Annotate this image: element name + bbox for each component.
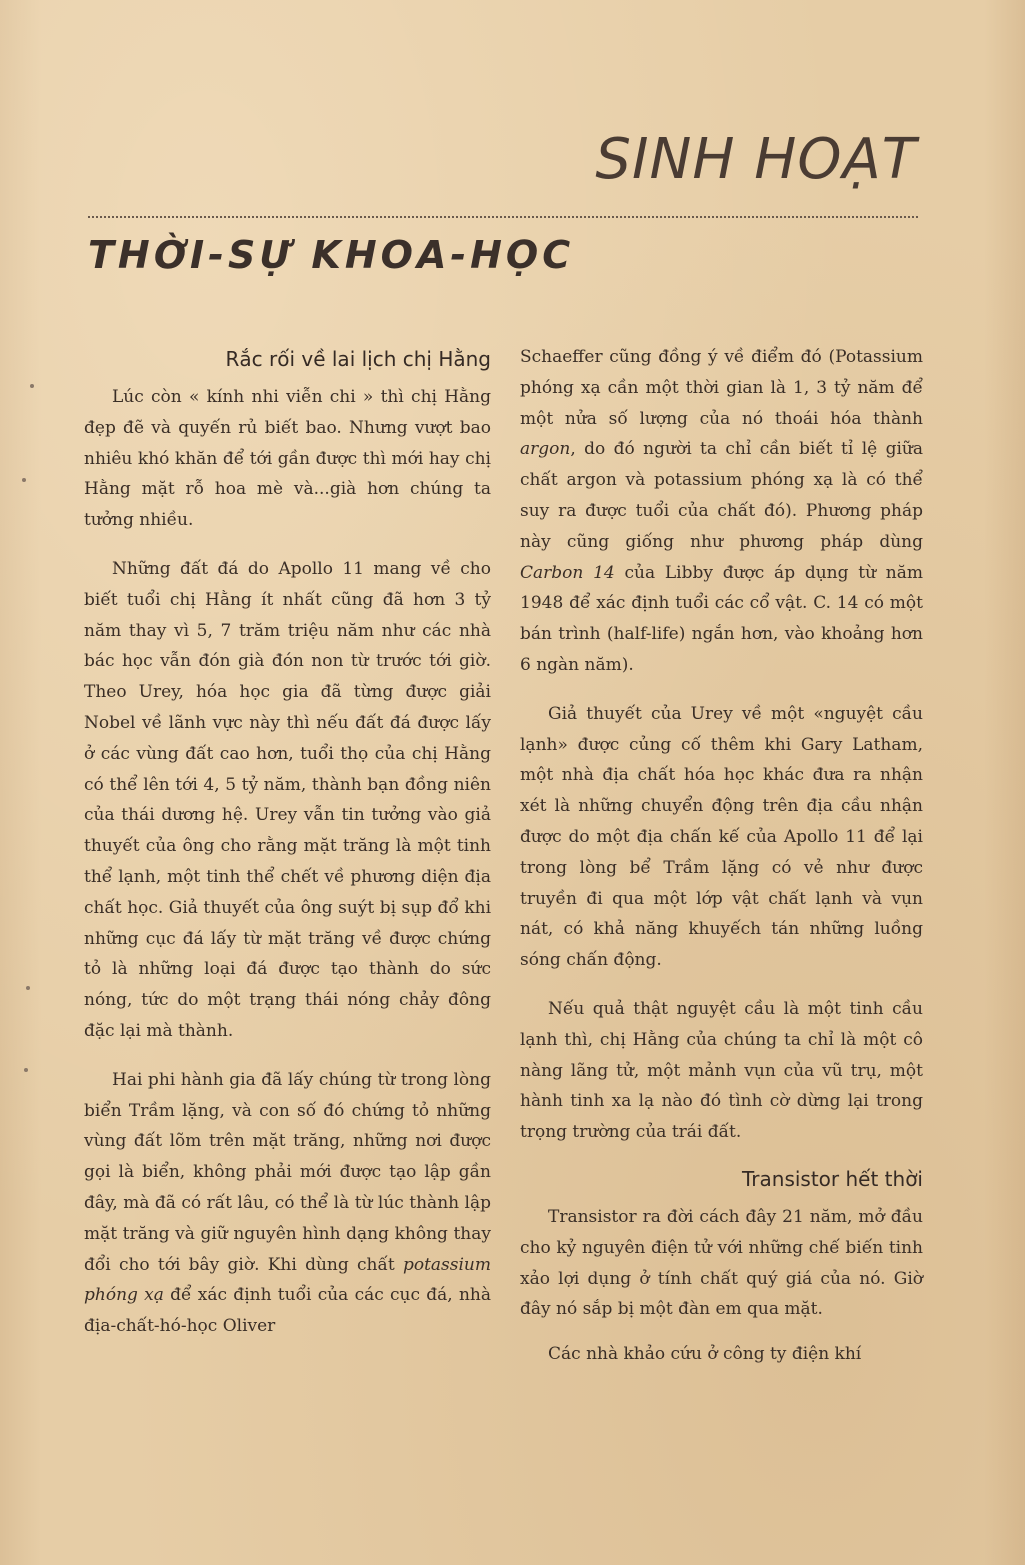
margin-speck [26, 986, 30, 990]
emphasis-text: potassium phóng xạ [84, 1254, 491, 1306]
margin-speck [24, 1068, 28, 1072]
emphasis-text: argon [520, 439, 571, 460]
paragraph: Các nhà khảo cứu ở công ty điện khí [548, 1344, 862, 1365]
headline: THỜI-SỰ KHOA-HỌC [88, 233, 575, 277]
paragraph [84, 1065, 491, 1342]
paragraph [520, 342, 923, 681]
paragraph: Lúc còn « kính nhi viễn chi » thì chị Hằng đẹp đẽ và quyến rủ biết bao. Nhưng vượt bao nhiêu khó khăn để tới gần được thì mới hay chị Hằng mặt rỗ hoa mè và...già hơn chúng ta tưởng nhiều. [84, 387, 491, 531]
section-label: SINH HOẠT [595, 127, 917, 192]
paragraph: Transistor ra đời cách đây 21 năm, mở đầu cho kỷ nguyên điện tử với những chế biến tinh xảo lợi dụng ở tính chất quý giá của nó. Giờ đây nó sắp bị một đàn em qua mặt. [520, 1206, 923, 1320]
column-left [84, 342, 491, 1356]
text-run: Hai phi hành gia đã lấy chúng từ trong lòng biển Trầm lặng, và con số đó chứng tỏ những vùng đất lõm trên mặt trăng, những nơi được gọi là biển, không phải mới được tạo lập gần đây, mà đã có rất lâu, có thể là từ lúc thành lập mặt trăng và giữ nguyên hình dạng không thay đổi cho tới bây giờ. Khi dùng chất [84, 1069, 491, 1275]
text-run: của Libby được áp dụng từ năm 1948 để xác định tuổi các cổ vật. C. 14 có một bán trình (half-life) ngắn hơn, vào khoảng hơn 6 ngàn năm). [520, 562, 923, 675]
column-right [520, 342, 923, 1384]
margin-speck [22, 478, 26, 482]
paragraph: Giả thuyết của Urey về một «nguyệt cầu lạnh» được củng cố thêm khi Gary Latham, một nhà địa chất hóa học khác đưa ra nhận xét là những chuyển động trên địa cầu nhận được do một địa chấn kế của Apollo 11 để lại trong lòng bể Trầm lặng có vẻ như được truyền đi qua một lớp vật chất lạnh và vụn nát, có khả năng khuyếch tán những luồng sóng chấn động. [520, 703, 923, 971]
paragraph: Những đất đá do Apollo 11 mang về cho biết tuổi chị Hằng ít nhất cũng đã hơn 3 tỷ năm thay vì 5, 7 trăm triệu năm như các nhà bác học vẫn đón già đón non từ trước tới giờ. Theo Urey, hóa học gia đã từng được giải Nobel về lãnh vực này thì nếu đất đá được lấy ở các vùng đất cao hơn, tuổi thọ của chị Hằng có thể lên tới 4, 5 tỷ năm, thành bạn đồng niên của thái dương hệ. Urey vẫn tin tưởng vào giả thuyết của ông cho rằng mặt trăng là một tinh thể lạnh, một tinh thể chết về phương diện địa chất học. Giả thuyết của ông suýt bị sụp đổ khi những cục đá lấy từ mặt trăng về được chứng tỏ là những loại đá được tạo thành do sức nóng, tức do một trạng thái nóng chảy đông đặc lại mà thành. [84, 558, 491, 1041]
margin-speck [30, 384, 34, 388]
text-run: Schaeffer cũng đồng ý về điểm đó (Potassium phóng xạ cần một thời gian là 1, 3 tỷ năm để một nửa số lượng của nó thoái hóa thành [520, 347, 923, 429]
paragraph: Nếu quả thật nguyệt cầu là một tinh cầu lạnh thì, chị Hằng của chúng ta chỉ là một cô nàng lãng tử, một mảnh vụn của vũ trụ, một hành tinh xa lạ nào đó tình cờ dừng lại trong trọng trường của trái đất. [520, 998, 923, 1143]
dotted-divider [88, 216, 918, 218]
text-run: để xác định tuổi của các cục đá, nhà địa-chất-hó-học Oliver [84, 1285, 492, 1337]
emphasis-text: Carbon 14 [520, 562, 615, 583]
article-title: Transistor hết thời [742, 1166, 923, 1191]
article-title: Rắc rối về lai lịch chị Hằng [225, 347, 491, 371]
text-run: , do đó người ta chỉ cần biết tỉ lệ giữa chất argon và potassium phóng xạ là có thể suy ra được tuổi của chất đó). Phương pháp này cũng giống như phương pháp dùng [520, 439, 923, 552]
